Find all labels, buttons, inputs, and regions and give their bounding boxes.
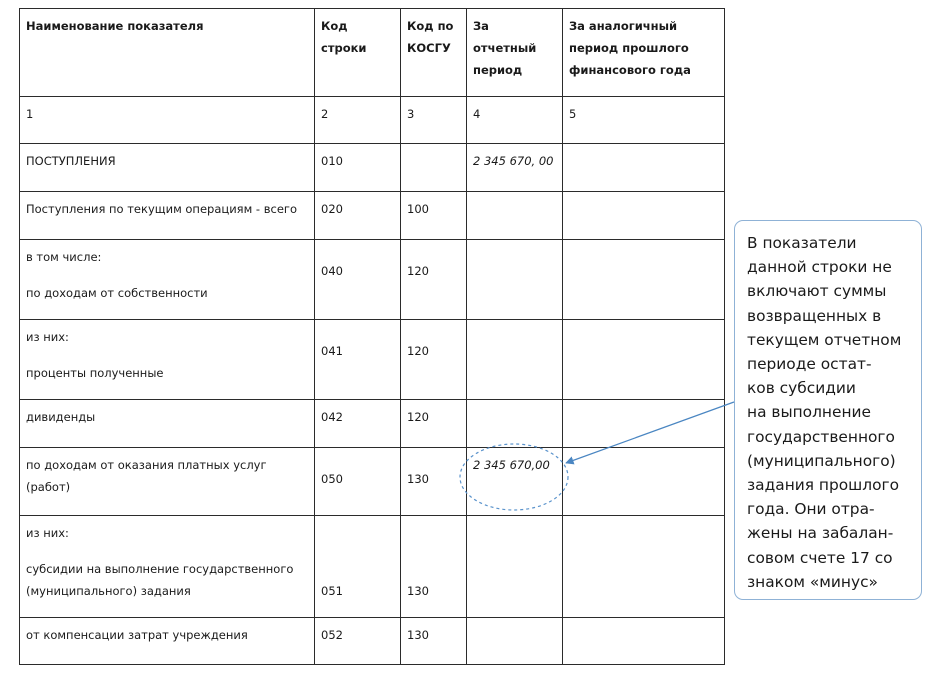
row-previous-value	[563, 240, 725, 320]
row-code: 042	[315, 400, 401, 448]
callout-line: совом счете 17 со	[747, 548, 893, 567]
row-prefix: из них:	[26, 526, 69, 540]
row-name: Поступления по текущим операциям - всего	[20, 192, 315, 240]
row-code: 010	[315, 144, 401, 192]
row-kosgu: 120	[401, 400, 467, 448]
row-previous-value	[563, 144, 725, 192]
table-row	[20, 320, 725, 400]
row-name-line: (работ)	[26, 480, 71, 494]
row-current-value	[467, 192, 563, 240]
callout-line: периоде остат-	[747, 355, 872, 374]
row-kosgu	[401, 144, 467, 192]
row-previous-value	[563, 618, 725, 665]
row-code: 050	[315, 448, 401, 516]
row-code: 052	[315, 618, 401, 665]
table-row	[20, 240, 725, 320]
row-code: 051	[315, 516, 401, 618]
header-row	[20, 9, 725, 97]
row-name-cell	[20, 448, 315, 516]
header-indicator-name: Наименование показателя	[20, 9, 315, 97]
row-previous-value	[563, 320, 725, 400]
row-kosgu: 130	[401, 618, 467, 665]
row-name: от компенсации затрат учреждения	[20, 618, 315, 665]
callout-line: года. Они отра-	[747, 500, 875, 519]
column-number: 3	[401, 97, 467, 144]
table-row	[20, 448, 725, 516]
callout-line: данной строки не	[747, 258, 892, 277]
callout-line: задания прошлого	[747, 476, 899, 495]
row-code: 040	[315, 240, 401, 320]
callout-line: жены на забалан-	[747, 524, 894, 543]
header-kosgu-code: Код по КОСГУ	[401, 9, 467, 97]
table-row	[20, 618, 725, 665]
row-name-line: по доходам от оказания платных услуг	[26, 458, 267, 472]
column-number: 1	[20, 97, 315, 144]
column-number: 5	[563, 97, 725, 144]
callout-line: возвращенных в	[747, 306, 882, 325]
callout-line: текущем отчетном	[747, 330, 902, 349]
row-name: по доходам от собственности	[26, 286, 208, 300]
callout-line: государственного	[747, 427, 895, 446]
row-current-value: 2 345 670,00	[467, 448, 563, 516]
row-current-value	[467, 240, 563, 320]
callout-line: (муниципального)	[747, 451, 896, 470]
row-kosgu: 130	[401, 516, 467, 618]
row-name-cell	[20, 320, 315, 400]
row-name: проценты полученные	[26, 366, 164, 380]
row-current-value	[467, 618, 563, 665]
row-prefix: в том числе:	[26, 250, 102, 264]
row-previous-value	[563, 448, 725, 516]
row-previous-value	[563, 516, 725, 618]
row-current-value	[467, 320, 563, 400]
row-current-value	[467, 400, 563, 448]
row-name-line: (муниципального) задания	[26, 584, 191, 598]
table-row	[20, 192, 725, 240]
row-name-line: субсидии на выполнение государственного	[26, 562, 294, 576]
row-name-cell	[20, 240, 315, 320]
row-kosgu: 130	[401, 448, 467, 516]
row-code: 020	[315, 192, 401, 240]
callout-line: ков субсидии	[747, 379, 856, 398]
header-line-code: Код строки	[315, 9, 401, 97]
row-name: ПОСТУПЛЕНИЯ	[20, 144, 315, 192]
row-name-cell	[20, 516, 315, 618]
row-kosgu: 100	[401, 192, 467, 240]
explanation-callout	[734, 220, 922, 600]
header-previous-period: За аналогичный период прошлого финансового года	[563, 9, 725, 97]
callout-line: включают суммы	[747, 282, 887, 301]
row-prefix: из них:	[26, 330, 69, 344]
row-code: 041	[315, 320, 401, 400]
row-previous-value	[563, 400, 725, 448]
row-current-value	[467, 516, 563, 618]
column-numbers-row	[20, 97, 725, 144]
table-row	[20, 144, 725, 192]
table-row	[20, 400, 725, 448]
report-table	[19, 8, 725, 665]
row-kosgu: 120	[401, 320, 467, 400]
column-number: 4	[467, 97, 563, 144]
row-previous-value	[563, 192, 725, 240]
callout-line: В показатели	[747, 234, 857, 252]
table-row	[20, 516, 725, 618]
header-current-period: За отчетный период	[467, 9, 563, 97]
row-name: дивиденды	[20, 400, 315, 448]
column-number: 2	[315, 97, 401, 144]
callout-line: знаком «минус»	[747, 572, 878, 591]
callout-line: на выполнение	[747, 403, 871, 422]
row-current-value: 2 345 670, 00	[467, 144, 563, 192]
row-kosgu: 120	[401, 240, 467, 320]
